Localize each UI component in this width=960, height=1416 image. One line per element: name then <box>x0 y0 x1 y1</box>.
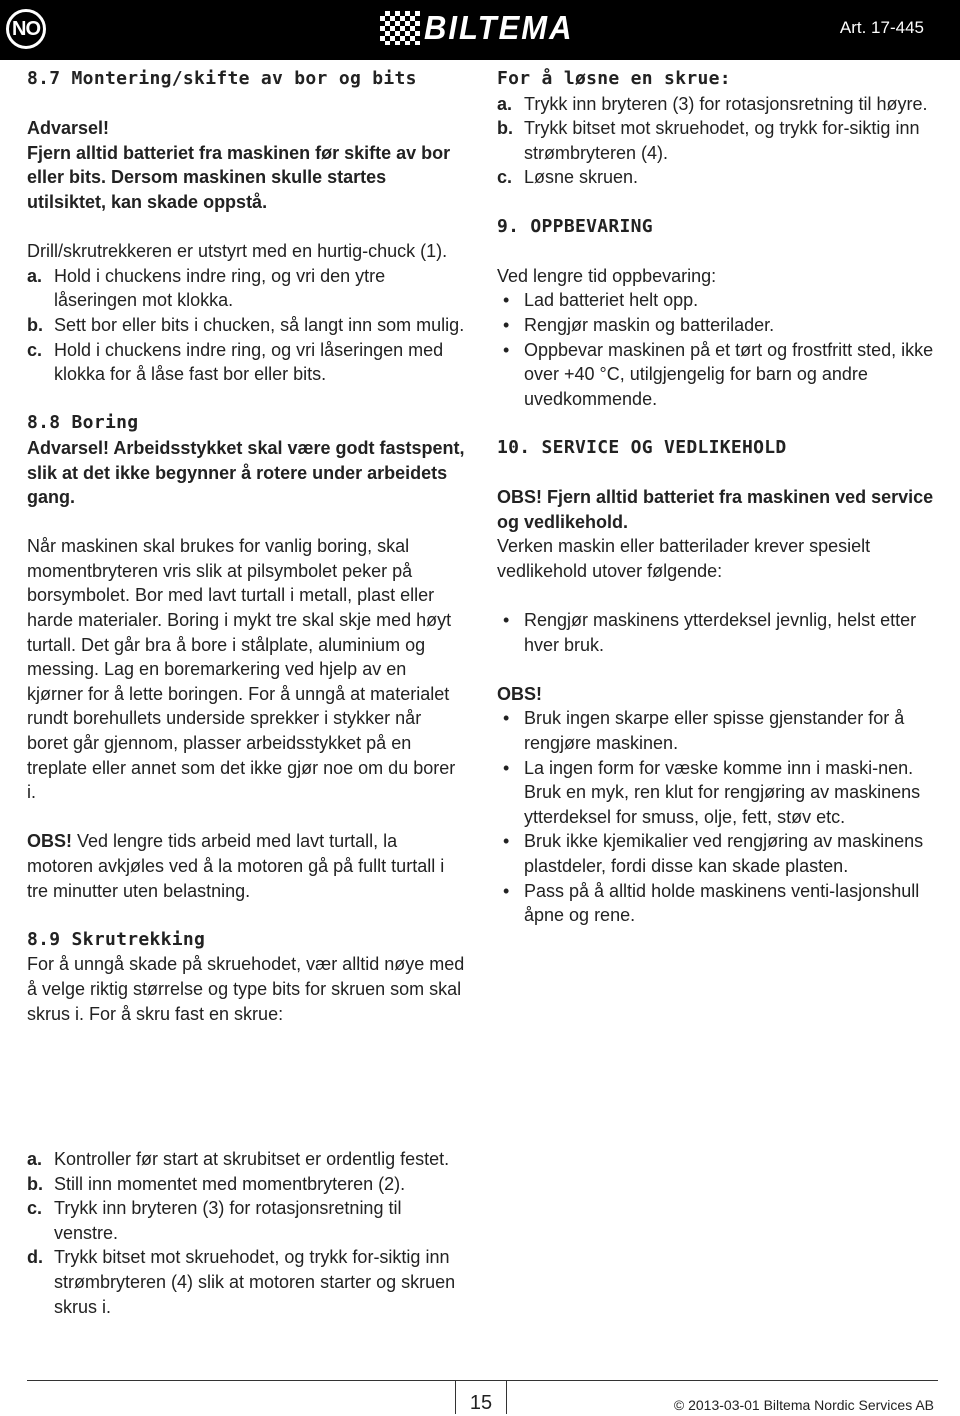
list-item: c. Trykk inn bryteren (3) for rotasjonsretning til venstre. <box>27 1198 402 1243</box>
skru-steps <box>27 1147 467 1319</box>
list-item: • Rengjør maskinens ytterdeksel jevnlig, helst etter hver bruk. <box>497 608 942 657</box>
warning-label: Advarsel! <box>27 118 110 139</box>
boring-text: Når maskinen skal brukes for vanlig boring, skal momentbryteren vris slik at pilsymbolet peker på borsymbolet. Bor med lavt turtall i metall, plast eller harde materialer. Boring i mykt tre skal skje med høyt turtall. Det går bra å bore i stålplate, aluminium og messing. Lag en boremarkering ved hjelp av en kjørner for å lette boringen. For å unngå at materialet rundt borehullets underside sprekker i stykker når boret går gjennom, plasser arbeidsstykket på en treplate eller annet som det ikke gjør noe om du borer i. <box>27 536 456 803</box>
chuck-intro: Drill/skrutrekkeren er utstyrt med en hurtig-chuck (1). <box>27 241 448 262</box>
list-item: • Bruk ikke kjemikalier ved rengjøring av maskinens plastdeler, fordi disse kan skade plasten. <box>497 829 942 878</box>
list-item: a. Hold i chuckens indre ring, og vri den ytre låseringen mot klokka. <box>27 265 386 311</box>
page-number: 15 <box>469 1392 493 1414</box>
list-item: • Lad batteriet helt opp. <box>497 288 942 313</box>
list-item: b. Trykk bitset mot skruehodet, og trykk for-siktig inn strømbryteren (4). <box>497 118 920 163</box>
obs2-label: OBS! <box>497 683 542 704</box>
service-text: Verken maskin eller batterilader krever spesielt vedlikehold utover følgende: <box>497 536 871 581</box>
list-item: a. Trykk inn bryteren (3) for rotasjonsretning til høyre. <box>497 93 928 114</box>
list-item: • La ingen form for væske komme inn i maski-nen. Bruk en myk, ren klut for rengjøring av maskinens ytterdeksel for smuss, olje, fett, støv etc. <box>497 756 942 830</box>
brand-name: BILTEMA <box>424 8 574 47</box>
service-warning: OBS! Fjern alltid batteriet fra maskinen ved service og vedlikehold. <box>497 487 934 532</box>
storage-intro: Ved lengre tid oppbevaring: <box>497 265 717 286</box>
list-item: • Oppbevar maskinen på et tørt og frostfritt sted, ikke over +40 °C, utilgjengelig for barn og andre uvedkommende. <box>497 338 942 412</box>
list-item: c. Hold i chuckens indre ring, og vri låseringen med klokka for å låse fast bor eller bits. <box>27 339 444 385</box>
language-badge: NO <box>6 9 46 49</box>
list-item: b. Still inn momentet med momentbryteren (2). <box>27 1173 406 1194</box>
boring-warning: Advarsel! Arbeidsstykket skal være godt fastspent, slik at det ikke begynner å rotere under arbeidets gang. <box>27 437 465 508</box>
heading-8-7: 8.7 Montering/skifte av bor og bits <box>27 68 417 89</box>
article-number: Art. 17-445 <box>839 18 924 37</box>
heading-8-8: 8.8 Boring <box>27 412 139 434</box>
list-item: c. Løsne skruen. <box>497 167 639 188</box>
left-column <box>27 67 467 1026</box>
loosen-heading: For å løsne en skrue: <box>497 68 731 89</box>
checker-logo-icon <box>380 11 420 45</box>
list-item: • Rengjør maskin og batterilader. <box>497 313 942 338</box>
heading-10: 10. SERVICE OG VEDLIKEHOLD <box>497 436 787 458</box>
brand-logo <box>380 10 573 46</box>
list-item: b. Sett bor eller bits i chucken, så langt inn som mulig. <box>27 314 465 335</box>
copyright: © 2013-03-01 Biltema Nordic Services AB <box>673 1397 934 1413</box>
list-item: d. Trykk bitset mot skruehodet, og trykk for-siktig inn strømbryteren (4) slik at motoren starter og skruen skrus i. <box>27 1247 456 1317</box>
heading-8-9: 8.9 Skrutrekking <box>27 928 206 950</box>
list-item: • Bruk ingen skarpe eller spisse gjenstander for å rengjøre maskinen. <box>497 706 942 755</box>
list-item: • Pass på å alltid holde maskinens venti-lasjonshull åpne og rene. <box>497 879 942 928</box>
right-column <box>497 67 942 928</box>
list-item: a. Kontroller før start at skrubitset er ordentlig festet. <box>27 1149 450 1169</box>
heading-9: 9. OPPBEVARING <box>497 215 653 237</box>
obs-label: OBS! <box>27 831 72 852</box>
page-header <box>0 0 960 60</box>
obs-paragraph: OBS! Ved lengre tids arbeid med lavt turtall, la motoren avkjøles ved å la motoren gå på fullt turtall i tre minutter uten belastning. <box>27 831 445 901</box>
warning-text: Fjern alltid batteriet fra maskinen før skifte av bor eller bits. Dersom maskinen skulle startes utilsiktet, kan skade oppstå. <box>27 142 451 212</box>
skru-text: For å unngå skade på skruehodet, vær alltid nøye med å velge riktig størrelse og type bits for skruen som skal skrus i. For å skru fast en skrue: <box>27 954 465 1024</box>
